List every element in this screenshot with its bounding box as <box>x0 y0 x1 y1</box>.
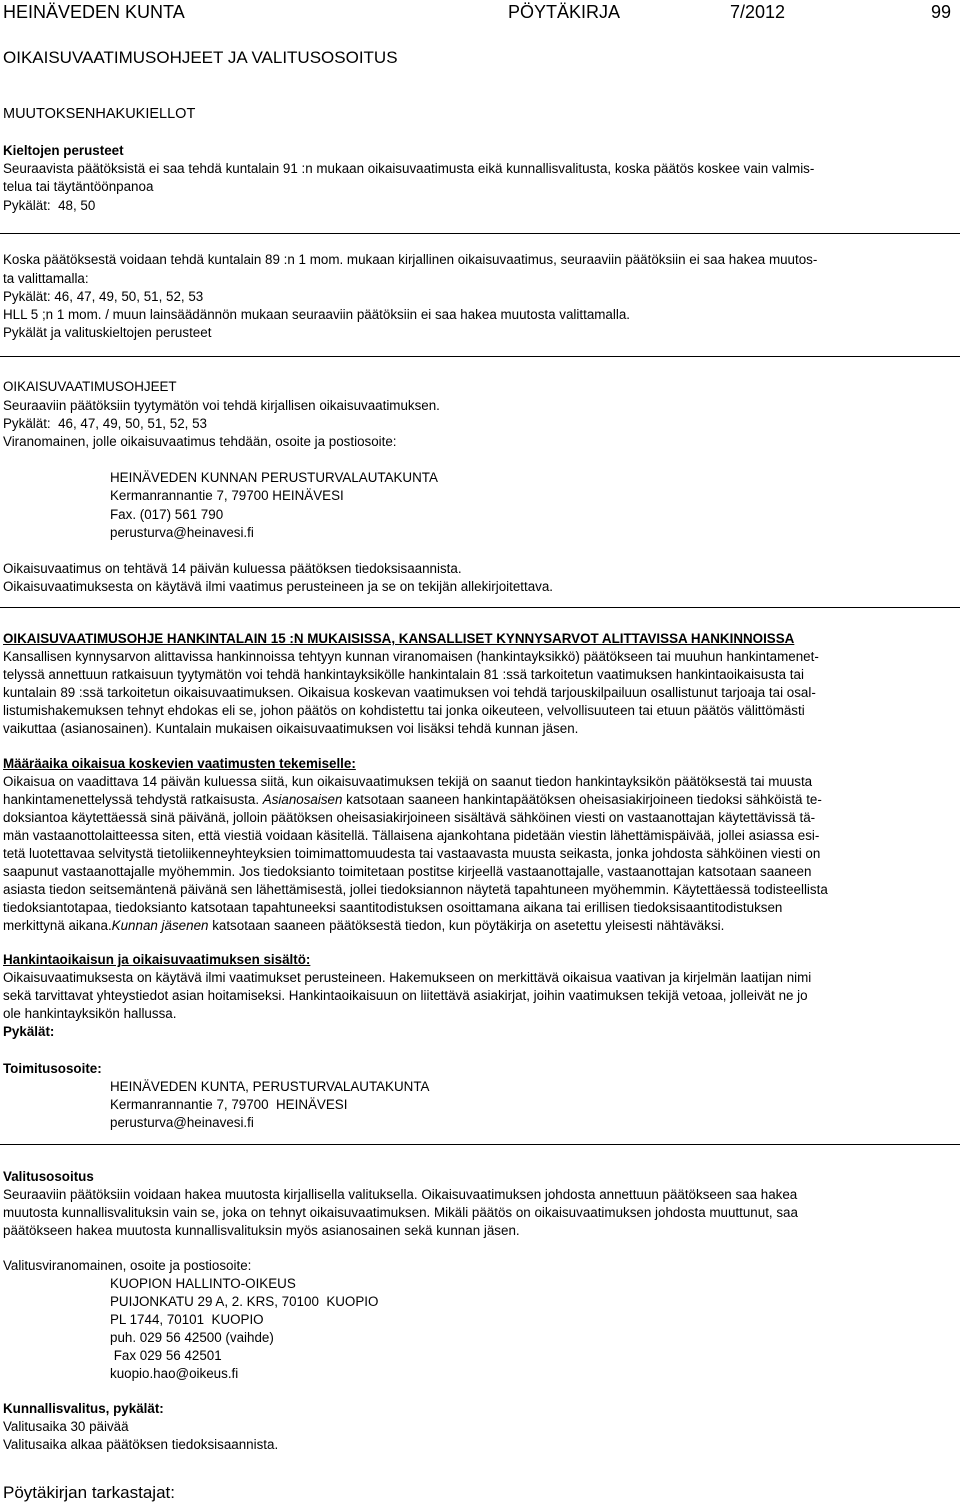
text-line: Oikaisuvaatimuksesta on käytävä ilmi vaatimukset perusteineen. Hakemukseen on merkittävä oikaisua vaativan ja kirjelmän laatijan nimi <box>3 970 812 985</box>
text-line: Seuraavista päätöksistä ei saa tehdä kuntalain 91 :n mukaan oikaisuvaatimusta eikä kunnallisvalitusta, koska päätös koskee vain valmis- <box>3 161 815 176</box>
page-number: 99 <box>931 2 952 22</box>
meeting-number: 7/2012 <box>730 2 786 22</box>
municipality-name: HEINÄVEDEN KUNTA <box>3 2 185 22</box>
section-heading-procurement: OIKAISUVAATIMUSOHJE HANKINTALAIN 15 :N MUKAISISSA, KANSALLISET KYNNYSARVOT ALITTAVISSA HANKINNOISSA <box>3 631 795 646</box>
text-segment: merkittynä aikana. <box>3 918 112 933</box>
text-line: asiasta tiedon seitsemäntenä päivänä sen lähettämisestä, jollei tiedoksiannon näytetä tapahtuneen myöhemmin. Käytettäessä todisteellista <box>3 882 828 897</box>
subheading-content: Hankintaoikaisun ja oikaisuvaatimuksen sisältö: <box>3 952 311 967</box>
address-line: PUIJONKATU 29 A, 2. KRS, 70100 KUOPIO <box>110 1294 379 1309</box>
text-line: Valitusviranomainen, osoite ja postiosoite: <box>3 1258 252 1273</box>
text-segment: hankintamenettelyssä tehdystä ratkaisusta. <box>3 792 263 807</box>
section-heading-appeal: Valitusosoitus <box>3 1169 94 1184</box>
document-type: PÖYTÄKIRJA <box>508 2 621 22</box>
section-heading-prohibitions: MUUTOKSENHAKUKIELLOT <box>3 106 196 122</box>
text-line: ole hankintayksikön hallussa. <box>3 1006 177 1021</box>
text-line: Oikaisuvaatimuksesta on käytävä ilmi vaatimus perusteineen ja se on tekijän allekirjoitettava. <box>3 579 554 594</box>
text-line: ta valittamalla: <box>3 271 89 286</box>
subheading-delivery-address: Toimitusosoite: <box>3 1061 102 1076</box>
divider <box>0 607 960 608</box>
section-heading-rectification: OIKAISUVAATIMUSOHJEET <box>3 379 177 394</box>
text-line: vaikuttaa (asianosainen). Kuntalain mukaisen oikaisuvaatimuksen voi lisäksi tehdä kunnan jäsen. <box>3 721 579 736</box>
text-line: telyssä annettuun ratkaisuun tyytymätön voi tehdä hankintayksikölle hankintalain 81 :ssä tarkoitetun vaatimuksen hankintaoikaisusta tai <box>3 667 804 682</box>
address-line: KUOPION HALLINTO-OIKEUS <box>110 1276 296 1291</box>
text-line: HLL 5 ;n 1 mom. / muun lainsäädännön mukaan seuraaviin päätöksiin ei saa hakea muutosta valittamalla. <box>3 307 630 322</box>
text-line: tiedoksiantotapaa, tiedoksianto katsotaan tapahtuneeksi saantitodistuksen osoittamana aikana tai erillisen tiedoksisaantitodistuksen <box>3 900 783 915</box>
text-segment: katsotaan saaneen päätöksestä tiedon, kun pöytäkirja on asetettu yleisesti nähtäväksi. <box>208 918 725 933</box>
text-segment: katsotaan saaneen hankintapäätöksen oheisasiakirjoineen tiedoksi sähköistä te- <box>342 792 822 807</box>
divider <box>0 356 960 357</box>
sections-label: Pykälät: <box>3 1024 55 1039</box>
email-line: kuopio.hao@oikeus.fi <box>110 1366 239 1381</box>
text-line: män vastaanottolaitteessa siten, että viestiä voidaan käsitellä. Tällaisena ajankohtana pidetään viestin lähettämispäivää, jollei asiassa esi- <box>3 828 820 843</box>
phone-line: puh. 029 56 42500 (vaihde) <box>110 1330 274 1345</box>
divider <box>0 1144 960 1145</box>
text-line: Viranomainen, jolle oikaisuvaatimus tehdään, osoite ja postiosoite: <box>3 434 397 449</box>
sections-list: Pykälät: 46, 47, 49, 50, 51, 52, 53 <box>3 416 207 431</box>
text-line: Oikaisuvaatimus on tehtävä 14 päivän kuluessa päätöksen tiedoksisaannista. <box>3 561 462 576</box>
text-line <box>3 917 724 934</box>
address-line: Kermanrannantie 7, 79700 HEINÄVESI <box>110 1097 348 1112</box>
subheading-municipal-appeal: Kunnallisvalitus, pykälät: <box>3 1401 164 1416</box>
email-line: perusturva@heinavesi.fi <box>110 1115 254 1130</box>
text-line: saapunut vastaanottajalle myöhemmin. Jos tiedoksianto toimitetaan postitse kirjeellä vastaanottajalle, vastaanottajan katsotaan saaneen <box>3 864 812 879</box>
text-line: sekä tarvittavat yhteystiedot asian hoitamiseksi. Hankintaoikaisuun on liitettävä asiakirjat, joihin vaatimuksen tekijä vetoaa, jolleivät ne jo <box>3 988 808 1003</box>
text-line: Seuraaviin päätöksiin voidaan hakea muutosta kirjallisella valituksella. Oikaisuvaatimuksen johdosta annettuun päätökseen saa hakea <box>3 1187 798 1202</box>
text-line: Seuraaviin päätöksiin tyytymätön voi tehdä kirjallisen oikaisuvaatimuksen. <box>3 398 440 413</box>
fax-line: Fax 029 56 42501 <box>110 1348 222 1363</box>
text-line: Kansallisen kynnysarvon alittavissa hankinnoissa tehtyyn kunnan viranomaisen (hankintayksikkö) päätökseen tai muuhun hankintamenet- <box>3 649 819 664</box>
address-line: HEINÄVEDEN KUNTA, PERUSTURVALAUTAKUNTA <box>110 1079 430 1094</box>
text-line: Oikaisua on vaadittava 14 päivän kuluessa siitä, kun oikaisuvaatimuksen tekijä on saanut tiedon hankintayksikön päätöksestä tai muusta <box>3 774 813 789</box>
text-emphasis: Kunnan jäsenen <box>111 918 209 933</box>
text-line: Koska päätöksestä voidaan tehdä kuntalain 89 :n 1 mom. mukaan kirjallinen oikaisuvaatimus, seuraaviin päätöksiin ei saa hakea muutos- <box>3 252 818 267</box>
address-line: HEINÄVEDEN KUNNAN PERUSTURVALAUTAKUNTA <box>110 470 438 485</box>
address-line: PL 1744, 70101 KUOPIO <box>110 1312 264 1327</box>
text-line: Pykälät ja valituskieltojen perusteet <box>3 325 212 340</box>
text-line: kuntalain 89 :ssä tarkoitetun oikaisuvaatimuksen. Oikaisua koskevan vaatimuksen voi tehdä tarjouskilpailuun osallistunut tarjoaja tai osal- <box>3 685 816 700</box>
fax-line: Fax. (017) 561 790 <box>110 507 224 522</box>
sections-list: Pykälät: 46, 47, 49, 50, 51, 52, 53 <box>3 289 204 304</box>
text-line: tetä luotettavaa selvitystä tietoliikenneyhteyksien toimimattomuudesta tai vastaavasta muusta seikasta, jonka johdosta sähköinen viesti on <box>3 846 821 861</box>
footer-inspectors: Pöytäkirjan tarkastajat: <box>3 1483 175 1502</box>
subheading-grounds: Kieltojen perusteet <box>3 143 124 158</box>
address-line: Kermanrannantie 7, 79700 HEINÄVESI <box>110 488 344 503</box>
text-line: Valitusaika alkaa päätöksen tiedoksisaannista. <box>3 1437 279 1452</box>
text-line: päätökseen hakea muutosta kunnallisvalituksin myös asianosainen sekä kunnan jäsen. <box>3 1223 520 1238</box>
text-line: Valitusaika 30 päivää <box>3 1419 129 1434</box>
email-line: perusturva@heinavesi.fi <box>110 525 254 540</box>
sections-list: Pykälät: 48, 50 <box>3 198 96 213</box>
text-line <box>3 791 822 808</box>
subheading-deadline: Määräaika oikaisua koskevien vaatimusten tekemiselle: <box>3 756 356 771</box>
text-line: telua tai täytäntöönpanoa <box>3 179 154 194</box>
text-emphasis: Asianosaisen <box>262 792 343 807</box>
text-line: doksiantoa käytettäessä sinä päivänä, jolloin päätöksen oheisasiakirjoineen sisältävä sähköinen viesti on vastaanottajan käytettävissä tä- <box>3 810 816 825</box>
divider <box>0 233 960 234</box>
text-line: listumishakemuksen tehnyt ehdokas eli se, johon päätös on kohdistettu tai jonka oikeuteen, velvollisuuteen tai etuun päätös välittömästi <box>3 703 805 718</box>
page-title: OIKAISUVAATIMUSOHJEET JA VALITUSOSOITUS <box>3 48 398 67</box>
text-line: muutosta kunnallisvalituksin vain se, joka on tehnyt oikaisuvaatimuksen. Mikäli päätös on oikaisuvaatimuksen johdosta muuttunut, saa <box>3 1205 798 1220</box>
